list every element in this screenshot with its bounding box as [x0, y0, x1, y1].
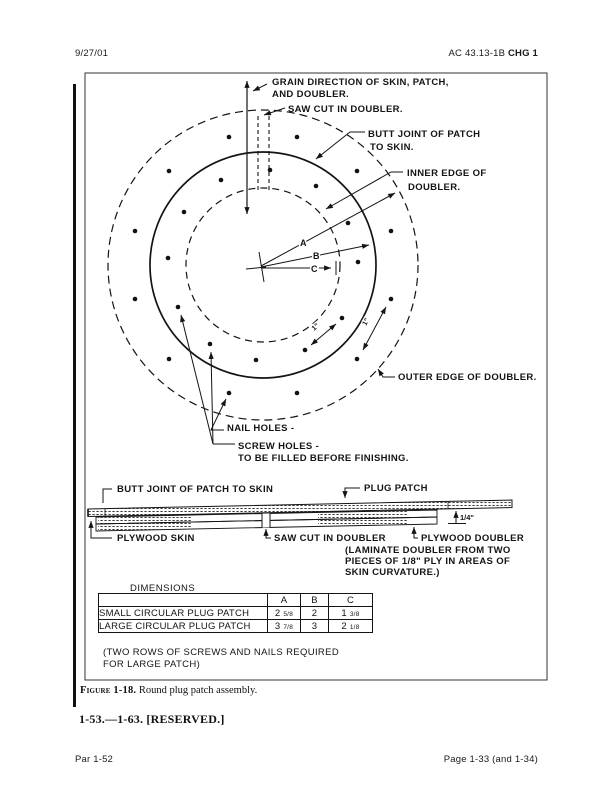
grain-label-line1: GRAIN DIRECTION OF SKIN, PATCH, — [272, 77, 449, 88]
plywood-doubler-leader — [414, 527, 418, 538]
radius-b-label: B — [313, 251, 320, 261]
cell-c: 1 3/8 — [329, 607, 373, 620]
screw-holes-label-line2: TO BE FILLED BEFORE FINISHING. — [238, 453, 409, 464]
footer-par: Par 1-52 — [75, 754, 114, 765]
inner-edge-label-line1: INNER EDGE OF — [407, 168, 487, 179]
saw-cut-lines — [258, 116, 269, 190]
row-label: LARGE CIRCULAR PLUG PATCH — [99, 620, 268, 633]
plug-patch-label: PLUG PATCH — [364, 483, 428, 494]
doc-change-text: CHG 1 — [507, 48, 538, 59]
figure-caption-text: Round plug patch assembly. — [138, 685, 258, 696]
hole-spacing-label-inner: 1" — [310, 322, 321, 333]
rows-note-line2: FOR LARGE PATCH) — [103, 659, 201, 670]
table-header-row — [99, 594, 373, 607]
butt-joint-label-line1: BUTT JOINT OF PATCH — [368, 129, 481, 140]
grain-leader — [253, 84, 267, 91]
table-header-b: B — [301, 594, 329, 607]
footer-page: Page 1-33 (and 1-34) — [443, 754, 538, 765]
laminate-note-line3: SKIN CURVATURE.) — [345, 567, 440, 578]
inner-edge-label-line2: DOUBLER. — [408, 182, 461, 193]
grain-label-line2: AND DOUBLER. — [272, 89, 350, 100]
section-saw-cut-label: SAW CUT IN DOUBLER — [274, 533, 386, 544]
cell-a: 3 7/8 — [268, 620, 301, 633]
table-header-c: C — [329, 594, 373, 607]
table-header-a: A — [268, 594, 301, 607]
table-row-large-patch — [99, 620, 373, 633]
laminate-note-line2: PIECES OF 1/8" PLY IN AREAS OF — [345, 556, 511, 567]
rows-note-line1: (TWO ROWS OF SCREWS AND NAILS REQUIRED — [103, 647, 340, 658]
plywood-skin-label: PLYWOOD SKIN — [117, 533, 195, 544]
reserved-heading: 1-53.—1-63. [RESERVED.] — [79, 712, 225, 726]
cell-b: 3 — [301, 620, 329, 633]
hole-spacing-label-outer: 1" — [361, 317, 372, 327]
saw-cut-leader — [264, 108, 285, 115]
screw-holes-label-line1: SCREW HOLES - — [238, 441, 320, 452]
laminate-note-line1: (LAMINATE DOUBLER FROM TWO — [345, 545, 511, 556]
cell-a: 2 5/8 — [268, 607, 301, 620]
butt-joint-label-line2: TO SKIN. — [370, 142, 414, 153]
figure-caption — [80, 685, 257, 696]
section-butt-joint-label: BUTT JOINT OF PATCH TO SKIN — [117, 484, 274, 495]
cell-c: 2 1/8 — [329, 620, 373, 633]
figure-caption-label: Figure 1-18. — [80, 685, 137, 696]
row-label: SMALL CIRCULAR PLUG PATCH — [99, 607, 268, 620]
cell-b: 2 — [301, 607, 329, 620]
radius-c-label: C — [311, 264, 318, 274]
outer-edge-label: OUTER EDGE OF DOUBLER. — [398, 372, 537, 383]
section-butt-joint-leader — [103, 489, 112, 503]
saw-cut-label: SAW CUT IN DOUBLER. — [288, 104, 403, 115]
plywood-doubler-label: PLYWOOD DOUBLER — [421, 533, 525, 544]
table-row-small-patch — [99, 607, 373, 620]
dimensions-table — [98, 593, 373, 633]
patch-thickness-label: 1/4" — [460, 513, 474, 522]
screw-holes-leader-2 — [181, 315, 213, 444]
section-saw-cut-leader — [266, 529, 271, 538]
cross-section-drawing — [88, 483, 524, 578]
radius-a-label: A — [300, 238, 307, 248]
inner-edge-leader — [326, 172, 403, 209]
nail-holes-label: NAIL HOLES - — [227, 423, 295, 434]
doc-ref-text: AC 43.13-1B — [448, 48, 506, 59]
nail-holes-leader — [211, 399, 226, 430]
header-date: 9/27/01 — [75, 48, 109, 59]
plug-patch-leader — [345, 488, 360, 498]
dimensions-table-title: DIMENSIONS — [130, 583, 196, 594]
outer-edge-leader — [378, 369, 395, 377]
table-header-blank — [99, 594, 268, 607]
butt-joint-leader — [316, 132, 365, 159]
